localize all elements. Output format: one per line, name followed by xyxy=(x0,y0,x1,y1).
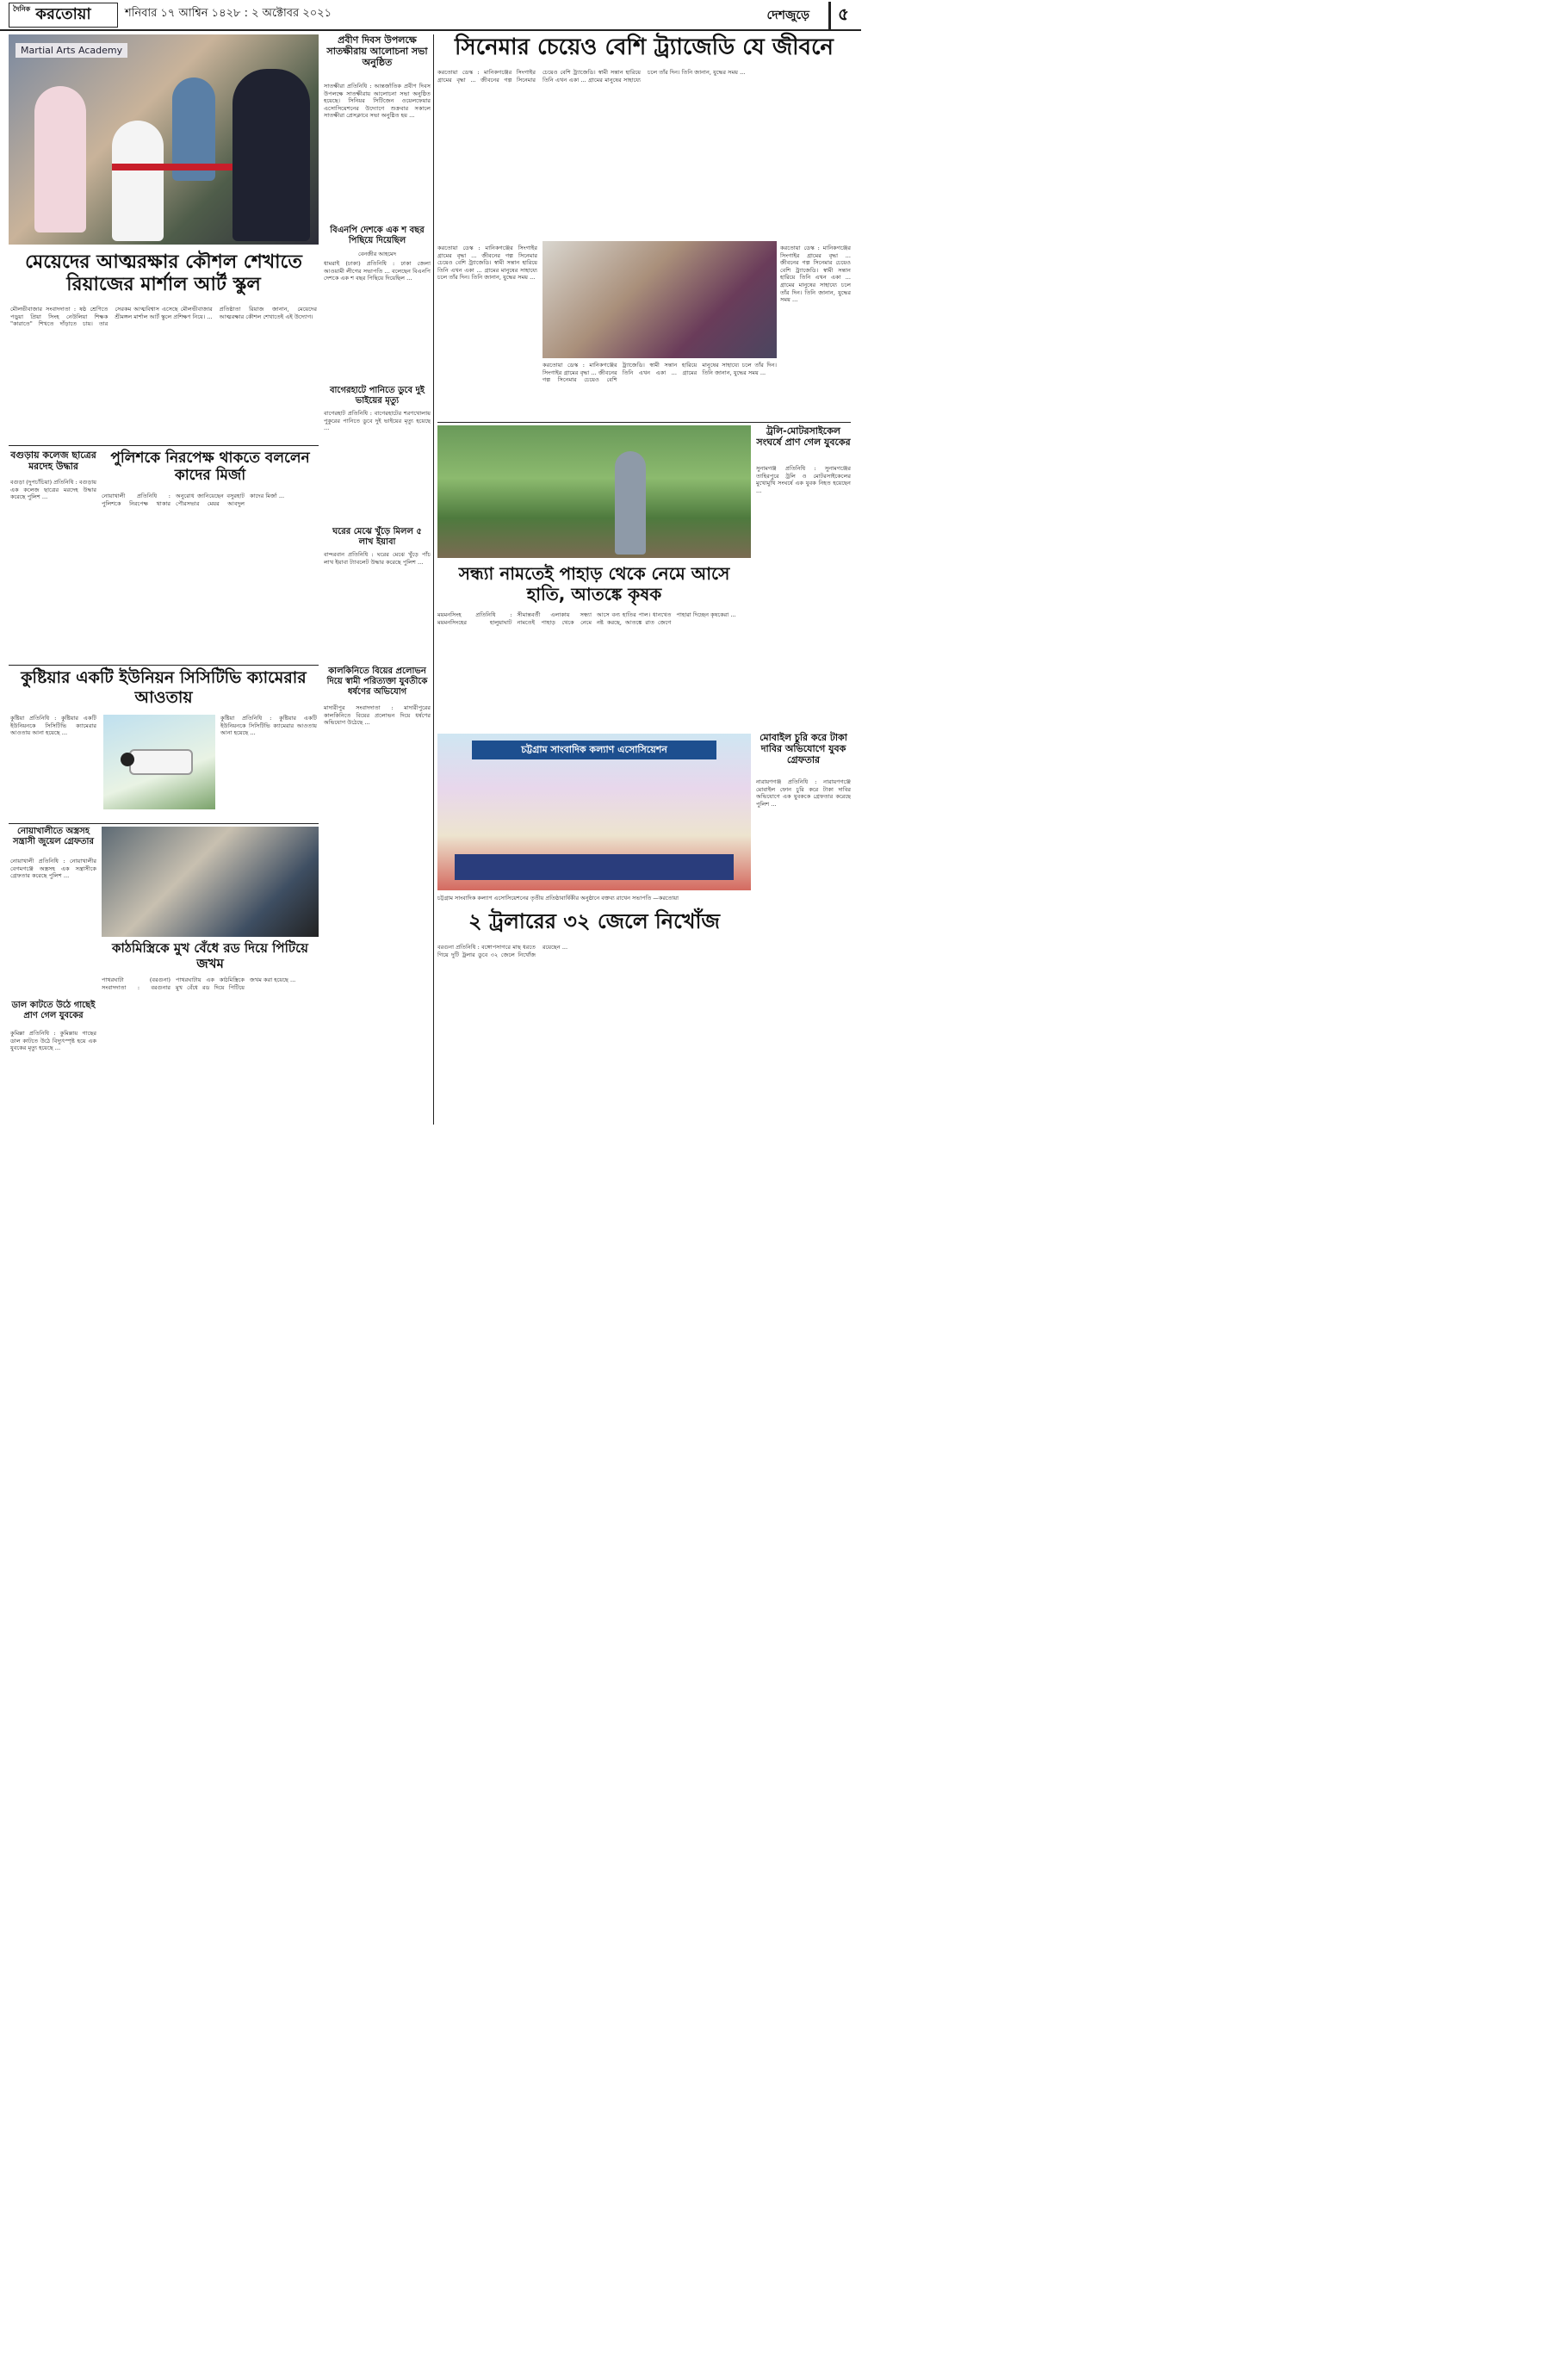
masthead xyxy=(0,0,861,31)
cctv-headline: কুষ্টিয়ার একটি ইউনিয়ন সিসিটিভি ক্যামেরার আওতায় xyxy=(21,668,307,707)
yaba-headline: ঘরের মেঝে খুঁড়ে মিলল ৫ লাখ ইয়াবা xyxy=(332,527,422,547)
elephant-headline: সন্ধ্যা নামতেই পাহাড় থেকে নেমে আসে হাতি, আতঙ্কে কৃষক xyxy=(458,563,730,604)
cinema-body: করতোয়া ডেস্ক : মানিকগঞ্জের সিংগাইর গ্রামের বৃদ্ধা ... জীবনের গল্প সিনেমার চেয়েও বেশি ট্র্যাজেডি। স্বামী সন্তান হারিয়ে তিনি এখন একা ... গ্রামের মানুষের সাহায্যে চলে তাঁর দিন। তিনি জানান, যুদ্ধের সময় ... xyxy=(437,69,746,84)
noakhali-body: নোয়াখালী প্রতিনিধি : নোয়াখালীর বেগমগঞ্জে অস্ত্রসহ এক সন্ত্রাসীকে গ্রেফতার করেছে পুলিশ ... xyxy=(10,858,96,880)
cinema-body-2: করতোয়া ডেস্ক : মানিকগঞ্জের সিংগাইর গ্রামের বৃদ্ধা ... জীবনের গল্প সিনেমার চেয়েও বেশি ট্র্যাজেডি। স্বামী সন্তান হারিয়ে তিনি এখন একা ... গ্রামের মানুষের সাহায্যে চলে তাঁর দিন। তিনি জানান, যুদ্ধের সময় ... xyxy=(437,245,537,282)
trawler-body: বরগুনা প্রতিনিধি : বঙ্গোপসাগরে মাছ ধরতে গিয়ে দুটি ট্রলার ডুবে ৩২ জেলে নিখোঁজ রয়েছেন ... xyxy=(437,944,568,958)
cctv-body-2: কুষ্টিয়া প্রতিনিধি : কুষ্টিয়ার একটি ইউনিয়নকে সিসিটিভি ক্যামেরার আওতায় আনা হয়েছে ... xyxy=(220,715,317,737)
cctv-camera-photo xyxy=(103,715,215,809)
martial-headline: মেয়েদের আত্মরক্ষার কৌশল শেখাতে রিয়াজের মার্শাল আর্ট স্কুল xyxy=(25,251,302,296)
carpenter-headline: কাঠমিস্ত্রিকে মুখ বেঁধে রড দিয়ে পিটিয়ে জখম xyxy=(112,940,308,971)
police-headline: পুলিশকে নিরপেক্ষ থাকতে বললেন কাদের মির্জা xyxy=(110,449,310,485)
police-body: নোয়াখালী প্রতিনিধি : পুলিশকে নিরপেক্ষ থাকার অনুরোধ জানিয়েছেন বসুরহাট পৌরসভার মেয়র আবদুল কাদের মির্জা ... xyxy=(102,493,285,507)
martial-body: মৌলভীবাজার সংবাদদাতা : ষষ্ঠ শ্রেণিতে পড়ুয়া প্রিয়া সিংহ নেউলিয়া শিক্ষক "কারাতে" শিখতে দাঁড়াতে চায়। তার সেরকম আত্মবিশ্বাস এসেছে মৌলভীবাজার শ্রীমঙ্গল মার্শাল আর্ট স্কুলে প্রশিক্ষণ নিয়ে। ... প্রতিষ্ঠাতা রিয়াজ জানান, মেয়েদের আত্মরক্ষার কৌশল শেখাতেই এই উদ্যোগ। xyxy=(10,306,317,328)
cinema-headline: সিনেমার চেয়েও বেশি ট্র্যাজেডি যে জীবনে xyxy=(455,34,834,60)
drown-headline: বাগেরহাটে পানিতে ডুবে দুই ভাইয়ের মৃত্যু xyxy=(329,386,425,406)
bnp-headline: বিএনপি দেশকে এক শ বছর পিছিয়ে দিয়েছিল xyxy=(330,226,425,245)
bnp-byline: বেনজীর আহমেদ xyxy=(357,251,397,257)
cinema-body-3: করতোয়া ডেস্ক : মানিকগঞ্জের সিংগাইর গ্রামের বৃদ্ধা ... জীবনের গল্প সিনেমার চেয়েও বেশি ট্র্যাজেডি। স্বামী সন্তান হারিয়ে তিনি এখন একা ... গ্রামের মানুষের সাহায্যে চলে তাঁর দিন। তিনি জানান, যুদ্ধের সময় ... xyxy=(780,245,851,304)
newspaper-logo: দৈনিক করতোয়া xyxy=(9,3,118,28)
dateline: শনিবার ১৭ আশ্বিন ১৪২৮ : ২ অক্টোবর ২০২১ xyxy=(125,7,332,20)
trawler-headline: ২ ট্রলারের ৩২ জেলে নিখোঁজ xyxy=(468,909,720,933)
journalist-event-photo xyxy=(437,734,751,890)
trolley-headline: ট্রলি-মোটরসাইকেল সংঘর্ষে প্রাণ গেল যুবকের xyxy=(756,425,851,449)
paddy-field-photo xyxy=(437,425,751,558)
college-body: বগুড়া (দুপচাঁচিয়া) প্রতিনিধি : বগুড়ায় এক কলেজ ছাত্রের মরদেহ উদ্ধার করেছে পুলিশ ... xyxy=(10,479,96,501)
martial-arts-photo: Martial Arts Academy xyxy=(9,34,319,245)
injured-man-photo xyxy=(102,827,319,937)
mobile-headline: মোবাইল চুরি করে টাকা দাবির অভিযোগে যুবক গ্রেফতার xyxy=(760,732,847,766)
trolley-body: সুনামগঞ্জ প্রতিনিধি : সুনামগঞ্জের তাহিরপুরে ট্রলি ও মোটরসাইকেলের মুখোমুখি সংঘর্ষে এক যুবক নিহত হয়েছেন ... xyxy=(756,465,851,494)
bnp-body: ধামরাই (ঢাকা) প্রতিনিধি : ঢাকা জেলা আওয়ামী লীগের সভাপতি ... বলেছেন বিএনপি দেশকে এক শ বছর পিছিয়ে দিয়েছিল ... xyxy=(324,260,431,282)
page-number: ৫ xyxy=(828,2,849,30)
college-headline: বগুড়ায় কলেজ ছাত্রের মরদেহ উদ্ধার xyxy=(10,449,96,473)
banner-text: চট্টগ্রাম সাংবাদিক কল্যাণ এসোসিয়েশন xyxy=(472,741,716,759)
drown-body: বাগেরহাট প্রতিনিধি : বাগেরহাটের শরণখোলায় পুকুরের পানিতে ডুবে দুই ভাইয়ের মৃত্যু হয়েছে ... xyxy=(324,410,431,432)
cinema-body-4: করতোয়া ডেস্ক : মানিকগঞ্জের সিংগাইর গ্রামের বৃদ্ধা ... জীবনের গল্প সিনেমার চেয়েও বেশি ট্র্যাজেডি। স্বামী সন্তান হারিয়ে তিনি এখন একা ... গ্রামের মানুষের সাহায্যে চলে তাঁর দিন। তিনি জানান, যুদ্ধের সময় ... xyxy=(542,362,777,384)
yaba-body: বান্দরবান প্রতিনিধি : ঘরের মেঝে খুঁড়ে পাঁচ লাখ ইয়াবা ট্যাবলেট উদ্ধার করেছে পুলিশ ... xyxy=(324,551,431,566)
rape-headline: কালকিনিতে বিয়ের প্রলোভন দিয়ে স্বামী পরিত্যক্তা যুবতীকে ধর্ষণের অভিযোগ xyxy=(326,666,428,697)
rape-body: মাদারীপুর সংবাদদাতা : মাদারীপুরের কালকিনিতে বিয়ের প্রলোভন দিয়ে ধর্ষণের অভিযোগ উঠেছে ... xyxy=(324,704,431,727)
carpenter-body: পাথরঘাটা (বরগুনা) সংবাদদাতা : বরগুনার পাথরঘাটায় এক কাঠমিস্ত্রিকে মুখ বেঁধে রড দিয়ে পিটিয়ে জখম করা হয়েছে ... xyxy=(102,976,296,991)
seminar-headline: প্রবীণ দিবস উপলক্ষে সাতক্ষীরায় আলোচনা সভা অনুষ্ঠিত xyxy=(326,34,428,69)
mobile-body: নারায়ণগঞ্জ প্রতিনিধি : নারায়ণগঞ্জে মোবাইল ফোন চুরি করে টাকা দাবির অভিযোগে এক যুবককে গ্রেফতার করেছে পুলিশ ... xyxy=(756,778,851,808)
branch-body: কুমিল্লা প্রতিনিধি : কুমিল্লায় গাছের ডাল কাটতে উঠে বিদ্যুৎস্পৃষ্ট হয়ে এক যুবকের মৃত্যু হয়েছে ... xyxy=(10,1030,96,1052)
noakhali-headline: নোয়াখালীতে অস্ত্রসহ সন্ত্রাসী জুয়েল গ্রেফতার xyxy=(13,827,94,846)
banner-caption: চট্টগ্রাম সাংবাদিক কল্যাণ এসোসিয়েশনের তৃতীয় প্রতিষ্ঠাবার্ষিকীর অনুষ্ঠানে বক্তব্য রাখেন সভাপতি —করতোয়া xyxy=(437,895,679,902)
seminar-body: সাতক্ষীরা প্রতিনিধি : আন্তর্জাতিক প্রবীণ দিবস উপলক্ষে সাতক্ষীরায় আলোচনা সভা অনুষ্ঠিত হয়েছে। সিনিয়র সিটিজেন ওয়েলফেয়ার এসোসিয়েশনের উদ্যোগে শুক্রবার সকালে সাতক্ষীরা প্রেসক্লাবে সভা অনুষ্ঠিত হয় ... xyxy=(324,83,431,120)
elephant-body: ময়মনসিংহ প্রতিনিধি : ময়মনসিংহের হালুয়াঘাট সীমান্তবর্তী এলাকায় সন্ধ্যা নামতেই পাহাড় থেকে নেমে আসে বন্য হাতির পাল। ধানখেত নষ্ট করছে, আতঙ্কে রাত জেগে পাহারা দিচ্ছেন কৃষকেরা ... xyxy=(437,611,736,626)
branch-headline: ডাল কাটতে উঠে গাছেই প্রাণ গেল যুবকের xyxy=(11,1001,96,1020)
elderly-woman-photo xyxy=(542,241,777,358)
section-name: দেশজুড়ে xyxy=(766,9,809,22)
cctv-body: কুষ্টিয়া প্রতিনিধি : কুষ্টিয়ার একটি ইউনিয়নকে সিসিটিভি ক্যামেরার আওতায় আনা হয়েছে ... xyxy=(10,715,96,737)
